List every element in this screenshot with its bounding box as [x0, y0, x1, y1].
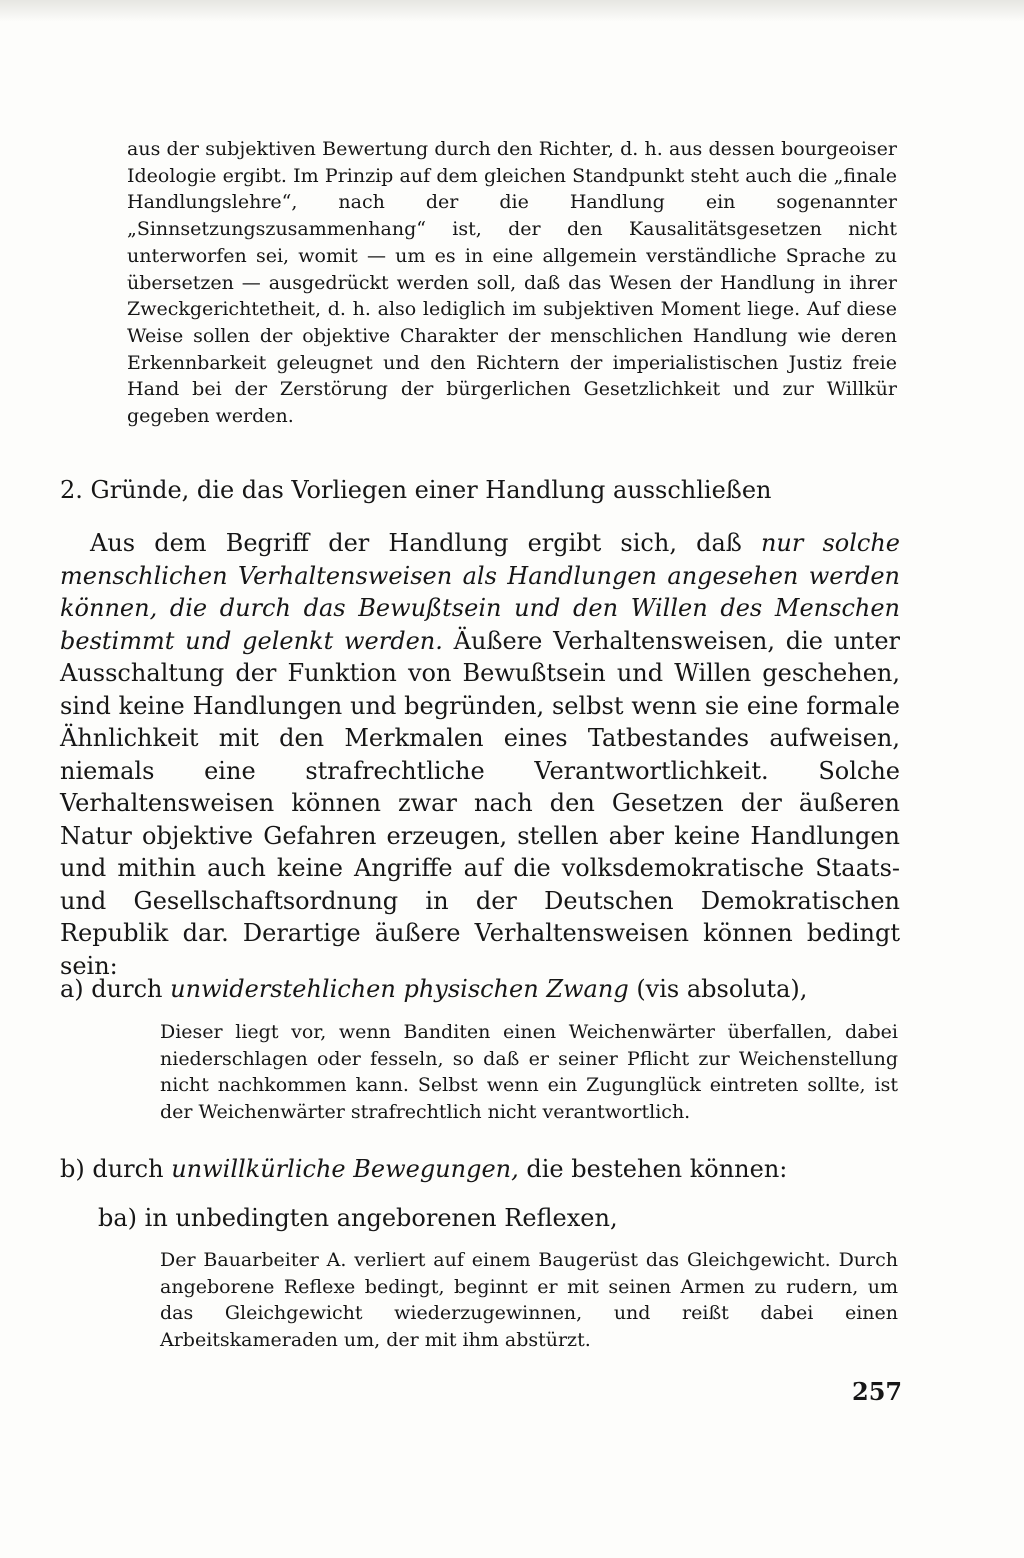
- list-item-ba: ba) in unbedingten angeborenen Reflexen,: [98, 1204, 618, 1232]
- main-paragraph: [60, 527, 900, 982]
- section-heading: 2. Gründe, die das Vorliegen einer Handlung ausschließen: [60, 476, 772, 504]
- list-item-a: [60, 973, 807, 1005]
- main-paragraph-rest: Äußere Verhaltensweisen, die unter Ausschaltung der Funktion von Bewußtsein und Willen geschehen, sind keine Handlungen und begründen, selbst wenn sie eine formale Ähnlichkeit mit den Merkmalen eines Tatbestandes aufweisen, niemals eine strafrechtliche Verantwortlichkeit. Solche Verhaltensweisen können zwar nach den Gesetzen der äußeren Natur objektive Gefahren erzeugen, stellen aber keine Handlungen und mithin auch keine Angriffe auf die volksdemokratische Staats- und Gesellschaftsordnung in der Deutschen Demokratischen Republik dar. Derartige äußere Verhaltensweisen können bedingt sein:: [60, 626, 900, 980]
- main-paragraph-intro: Aus dem Begriff der Handlung ergibt sich, daß: [90, 529, 761, 557]
- list-item-b-suffix: die bestehen können:: [518, 1155, 788, 1183]
- list-item-a-emphasis: unwiderstehlichen physischen Zwang: [170, 975, 629, 1003]
- list-item-a-prefix: a) durch: [60, 975, 171, 1003]
- list-item-b-emphasis: unwillkürliche Bewegungen,: [171, 1155, 519, 1183]
- list-item-b-prefix: b) durch: [60, 1155, 172, 1183]
- scan-edge-shading: [0, 0, 1024, 22]
- list-item-b: [60, 1153, 787, 1185]
- example-a: Dieser liegt vor, wenn Banditen einen Weichenwärter überfallen, dabei niederschlagen oder fesseln, so daß er seiner Pflicht zur Weichenstellung nicht nachkommen kann. Selbst wenn ein Zugunglück eintreten sollte, ist der Weichenwärter strafrechtlich nicht verantwortlich.: [160, 1021, 898, 1124]
- main-paragraph-emphasis: nur solche menschlichen Verhaltensweisen als Handlungen angesehen werden können, die durch das Bewußtsein und den Willen des Menschen bestimmt und gelenkt werden.: [60, 529, 901, 655]
- page-number: 257: [852, 1377, 903, 1406]
- list-item-a-suffix: (vis absoluta),: [628, 975, 808, 1003]
- example-ba: Der Bauarbeiter A. verliert auf einem Baugerüst das Gleichgewicht. Durch angeborene Reflexe bedingt, beginnt er mit seinen Armen zu rudern, um das Gleichgewicht wiederzugewinnen, und reißt dabei einen Arbeitskameraden um, der mit ihm abstürzt.: [160, 1249, 898, 1352]
- continued-paragraph: aus der subjektiven Bewertung durch den Richter, d. h. aus dessen bourgeoiser Ideologie ergibt. Im Prinzip auf dem gleichen Standpunkt steht auch die „finale Handlungslehre“, nach der die Handlung ein sogenannter „Sinnsetzungszusammenhang“ ist, der den Kausalitätsgesetzen nicht unterworfen sei, womit — um es in eine allgemein verständliche Sprache zu übersetzen — ausgedrückt werden soll, daß das Wesen der Handlung in ihrer Zweckgerichtetheit, d. h. also lediglich im subjektiven Moment liege. Auf diese Weise sollen der objektive Charakter der menschlichen Handlung wie deren Erkennbarkeit geleugnet und den Richtern der imperialistischen Justiz freie Hand bei der Zerstörung der bürgerlichen Gesetzlichkeit und zur Willkür gegeben werden.: [127, 138, 897, 428]
